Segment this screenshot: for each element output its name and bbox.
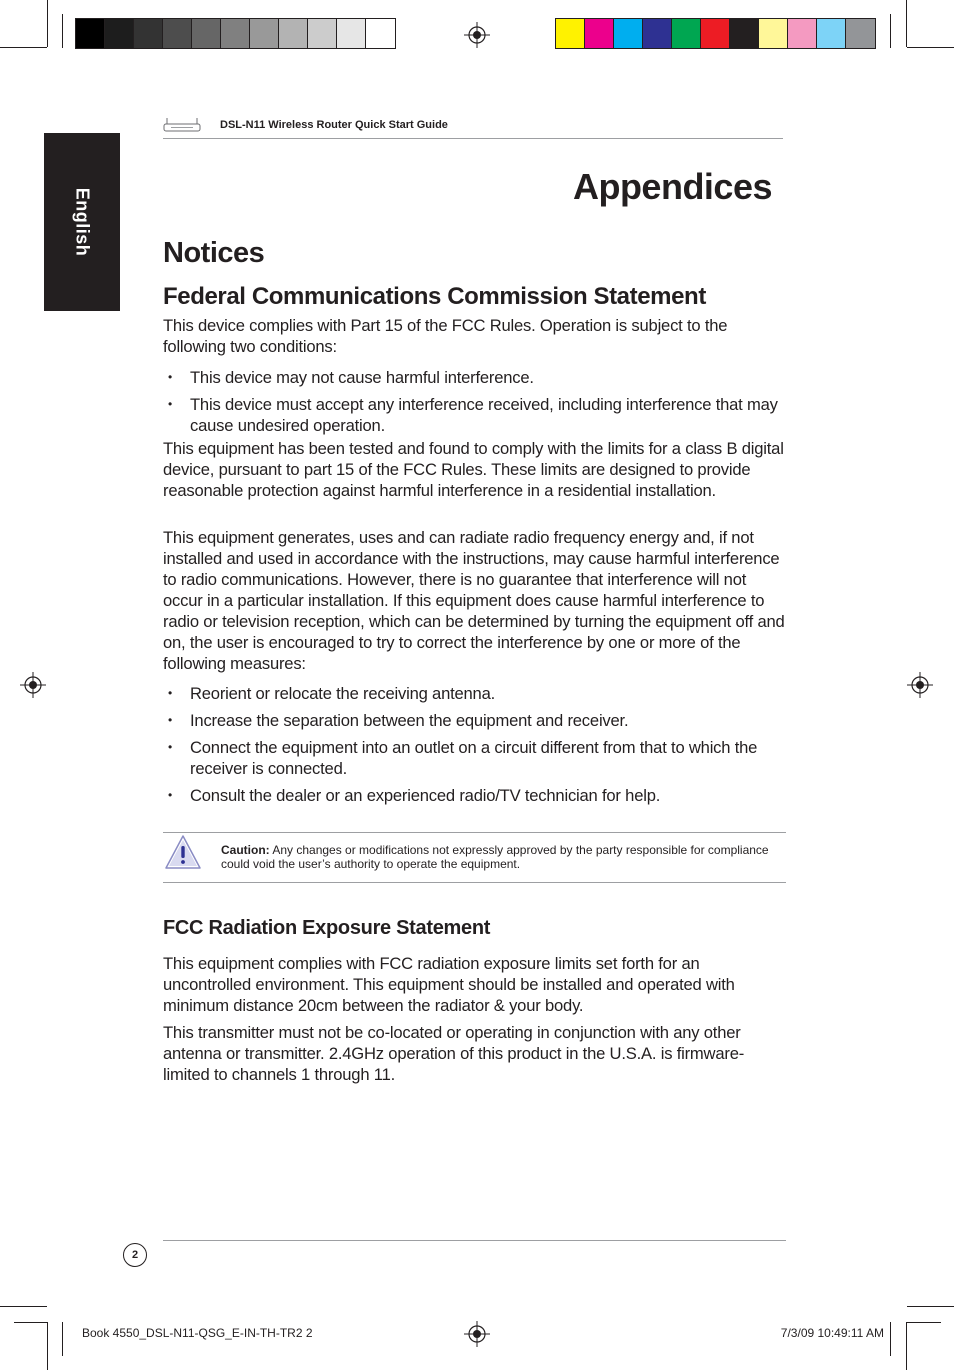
language-label: English xyxy=(72,187,93,257)
grayscale-color-bar xyxy=(75,18,396,49)
registration-target-icon xyxy=(464,1321,490,1347)
radiation-heading: FCC Radiation Exposure Statement xyxy=(163,917,491,939)
color-swatch xyxy=(759,19,788,48)
list-item: • Connect the equipment into an outlet on a circuit different from that to which the receiver is connected. xyxy=(163,737,788,779)
language-side-tab xyxy=(44,133,120,311)
color-swatch xyxy=(163,19,192,48)
color-swatch xyxy=(556,19,585,48)
registration-target-icon xyxy=(20,672,46,698)
color-swatch xyxy=(308,19,337,48)
registration-target-icon xyxy=(907,672,933,698)
color-swatch xyxy=(788,19,817,48)
crop-mark xyxy=(47,0,48,47)
warning-icon xyxy=(164,833,202,871)
caution-notice xyxy=(163,832,786,883)
crop-mark xyxy=(907,47,954,48)
color-swatch xyxy=(337,19,366,48)
tested-paragraph xyxy=(163,438,788,501)
crop-mark xyxy=(890,1322,891,1356)
fcc-intro xyxy=(163,315,788,357)
list-item: • Increase the separation between the equipment and receiver. xyxy=(163,710,788,731)
radiation-text-2: This transmitter must not be co-located or operating in conjunction with any other antenna or transmitter. 2.4GHz operation of this product in the U.S.A. is firmware-limited to channels 1 through 11. xyxy=(163,1023,745,1084)
crop-mark xyxy=(907,1322,941,1323)
caution-text xyxy=(221,843,781,871)
crop-mark xyxy=(0,47,47,48)
list-item: • Consult the dealer or an experienced radio/TV technician for help. xyxy=(163,785,788,806)
caution-label: Caution: xyxy=(221,843,270,857)
color-swatch xyxy=(643,19,672,48)
guide-title: DSL-N11 Wireless Router Quick Start Guide xyxy=(220,119,448,131)
fcc-heading: Federal Communications Commission Statement xyxy=(163,283,706,310)
color-swatch xyxy=(221,19,250,48)
section-heading: Notices xyxy=(163,237,265,269)
fcc-intro-text: This device complies with Part 15 of the FCC Rules. Operation is subject to the following two conditions: xyxy=(163,316,728,356)
caution-body: Any changes or modifications not expressly approved by the party responsible for compliance could void the user’s authority to operate the equipment. xyxy=(221,843,769,871)
footer-divider xyxy=(163,1240,786,1241)
color-swatch xyxy=(817,19,846,48)
process-color-bar xyxy=(555,18,876,49)
crop-mark xyxy=(907,1306,954,1307)
color-swatch xyxy=(134,19,163,48)
color-swatch xyxy=(105,19,134,48)
crop-mark xyxy=(62,14,63,48)
color-swatch xyxy=(76,19,105,48)
radiation-text-1: This equipment complies with FCC radiation exposure limits set forth for an uncontrolled environment. This equipment should be installed and operated with minimum distance 20cm between the radiator & your body. xyxy=(163,954,735,1015)
generates-text: This equipment generates, uses and can radiate radio frequency energy and, if not installed and used in accordance with the instructions, may cause harmful interference to radio communications. However, there is no guarantee that interference will not occur in a particular installation. If this equipment does cause harmful interference to radio or television reception, which can be determined by turning the equipment off and on, the user is encouraged to try to correct the interference by one or more of the following measures: xyxy=(163,528,785,673)
page-number: 2 xyxy=(123,1243,147,1267)
color-swatch xyxy=(366,19,395,48)
list-item: • Reorient or relocate the receiving antenna. xyxy=(163,683,788,704)
crop-mark xyxy=(890,14,891,48)
crop-mark xyxy=(906,1322,907,1370)
list-item: • This device may not cause harmful interference. xyxy=(163,367,788,388)
radiation-paragraph-2 xyxy=(163,1022,788,1085)
color-swatch xyxy=(672,19,701,48)
color-swatch xyxy=(250,19,279,48)
crop-mark xyxy=(62,1322,63,1356)
page-title: Appendices xyxy=(572,166,772,207)
print-slug-date: 7/3/09 10:49:11 AM xyxy=(780,1326,884,1340)
color-swatch xyxy=(701,19,730,48)
crop-mark xyxy=(47,1322,48,1370)
color-swatch xyxy=(846,19,875,48)
conditions-list xyxy=(163,367,788,442)
print-slug-file: Book 4550_DSL-N11-QSG_E-IN-TH-TR2 2 xyxy=(82,1326,313,1340)
generates-paragraph xyxy=(163,527,788,674)
crop-mark xyxy=(906,0,907,47)
radiation-paragraph-1 xyxy=(163,953,788,1016)
registration-target-icon xyxy=(464,22,490,48)
crop-mark xyxy=(14,1322,48,1323)
tested-text: This equipment has been tested and found to comply with the limits for a class B digital device, pursuant to part 15 of the FCC Rules. These limits are designed to provide reasonable protection against harmful interference in a residential installation. xyxy=(163,439,784,500)
color-swatch xyxy=(279,19,308,48)
color-swatch xyxy=(192,19,221,48)
router-icon xyxy=(163,117,201,133)
color-swatch xyxy=(585,19,614,48)
list-item: • This device must accept any interference received, including interference that may cause undesired operation. xyxy=(163,394,788,436)
crop-mark xyxy=(0,1306,47,1307)
measures-list xyxy=(163,683,788,812)
color-swatch xyxy=(730,19,759,48)
color-swatch xyxy=(614,19,643,48)
header-divider xyxy=(163,138,783,139)
